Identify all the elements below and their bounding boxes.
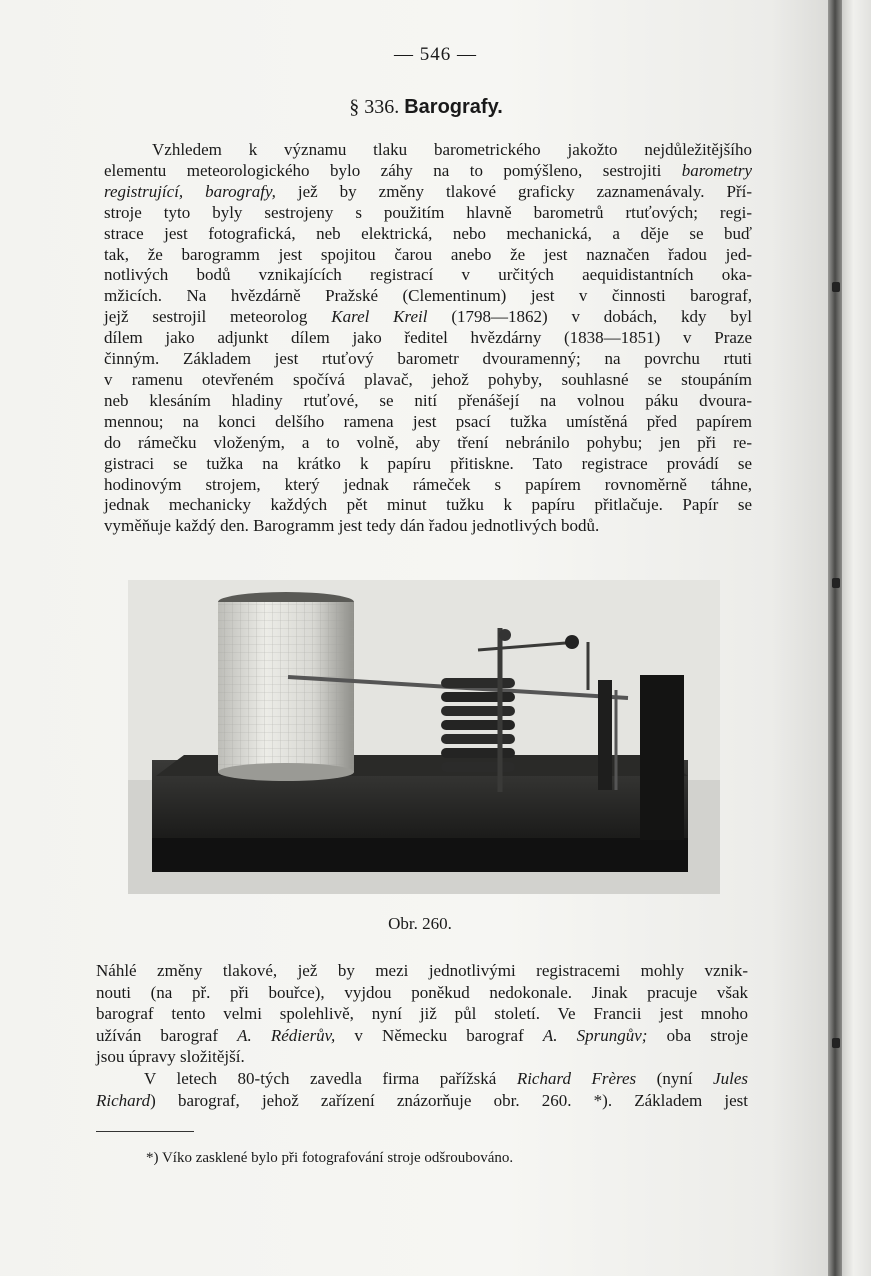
- page-number: — 546 —: [394, 44, 477, 65]
- text-line: Vzhledem k významu tlaku barometrického jakožto nejdůležitějšího: [152, 140, 752, 159]
- text-line: do rámečku vloženým, a to volně, aby tření nebránilo pohybu; jen při re-: [104, 432, 752, 452]
- text-line: hodinovým strojem, který jednak rámeček s papírem rovnoměrně táhne,: [104, 474, 752, 494]
- italic-name: Richard Frères: [516, 1068, 637, 1088]
- text-line: vyměňuje každý den. Barogramm jest tedy dán řadou jednotlivých bodů.: [104, 516, 600, 536]
- text-line: jsou úpravy složitější.: [96, 1047, 245, 1067]
- text-line: [104, 307, 752, 328]
- text-segment: (1798—1862) v dobách, kdy byl: [427, 307, 752, 327]
- text-line: mennou; na konci delšího ramena jest psací tužka umístěná před papírem: [104, 411, 752, 431]
- clockwork-housing: [640, 675, 684, 840]
- text-line: v ramenu otevřeném spočívá plavač, jehož pohyby, souhlasné se stoupáním: [104, 369, 752, 389]
- binding-stitch: [832, 578, 840, 588]
- text-segment: v Německu barograf: [335, 1025, 543, 1045]
- counterweight: [565, 635, 579, 649]
- text-line: mžicích. Na hvězdárně Pražské (Clementinum) jest v činnosti barograf,: [104, 286, 752, 306]
- text-line: [104, 161, 752, 182]
- paragraph-2: [96, 960, 748, 1111]
- text-line: [96, 1068, 748, 1090]
- book-spine: [828, 0, 842, 1276]
- text-line: neb klesáním hladiny rtuťové, se nití přenášejí na volnou páku dvoura-: [104, 390, 752, 410]
- footnote-divider: [96, 1131, 194, 1132]
- text-line: nouti (na př. při bouřce), vyjdou poněkud nedokonale. Jinak pracuje však: [96, 982, 748, 1002]
- text-segment: elementu meteorologického bylo záhy na to pomýšleno, sestrojiti: [104, 160, 662, 180]
- text-line: [96, 1090, 748, 1112]
- text-line: strace jest fotografická, neb elektrická, nebo mechanická, a děje se buď: [104, 223, 752, 243]
- text-line: notlivých bodů vznikajících registrací v určitých aequidistantních oka-: [104, 265, 752, 285]
- italic-term: registrující, barografy,: [104, 181, 276, 201]
- text-line: činným. Základem jest rtuťový barometr dvouramenný; na povrchu rtuti: [104, 349, 752, 369]
- text-segment: V letech 80-tých zavedla firma pařížská: [144, 1068, 517, 1088]
- text-segment: oba stroje: [647, 1025, 748, 1045]
- text-segment: užíván barograf: [96, 1025, 238, 1045]
- text-line: gistraci se tužka na krátko k papíru přitiskne. Tato registrace provádí se: [104, 453, 752, 473]
- text-line: [104, 182, 752, 203]
- binding-stitch: [832, 1038, 840, 1048]
- text-line: tak, že barogramm jest spojitou čarou anebo že jest naznačen řadou jed-: [104, 244, 752, 264]
- italic-name: A. Rédierův,: [237, 1025, 336, 1045]
- footnote: *) Víko zasklené bylo při fotografování stroje odšroubováno.: [146, 1150, 514, 1166]
- italic-name: A. Sprungův;: [542, 1025, 648, 1045]
- figure-caption: Obr. 260.: [388, 914, 452, 933]
- text-segment: jež by změny tlakové graficky zaznamenávaly. Pří-: [275, 181, 753, 201]
- barograph-photo: [128, 580, 720, 894]
- section-heading: [0, 96, 852, 119]
- italic-name: Jules: [713, 1068, 748, 1088]
- page-edge: [842, 0, 871, 1276]
- text-line: [96, 1025, 748, 1047]
- paragraph-1: [104, 140, 752, 537]
- text-line: barograf tento velmi spolehlivě, nyní již půl století. Ve Francii jest mnoho: [96, 1004, 748, 1024]
- italic-name: Richard: [96, 1090, 151, 1110]
- section-number: § 336.: [349, 96, 400, 118]
- italic-term: barometry: [681, 160, 752, 180]
- aneroid-capsules: [441, 678, 515, 772]
- text-line: jednak mechanicky každých pět minut tužku k papíru přitlačuje. Papír se: [104, 495, 752, 515]
- text-line: dílem jako adjunkt dílem jako ředitel hvězdárny (1838—1851) v Praze: [104, 328, 752, 348]
- section-title: Barografy.: [404, 96, 503, 118]
- binding-stitch: [832, 282, 840, 292]
- italic-name: Karel Kreil: [331, 307, 428, 327]
- text-segment: jejž sestrojil meteorolog: [104, 307, 308, 327]
- text-segment: ) barograf, jehož zařízení znázorňuje obr. 260. *). Základem jest: [150, 1090, 748, 1110]
- text-line: Náhlé změny tlakové, jež by mezi jednotlivými registracemi mohly vznik-: [96, 961, 748, 980]
- text-line: stroje tyto byly sestrojeny s použitím hlavně barometrů rtuťových; regi-: [104, 202, 752, 222]
- text-segment: (nyní: [636, 1068, 714, 1088]
